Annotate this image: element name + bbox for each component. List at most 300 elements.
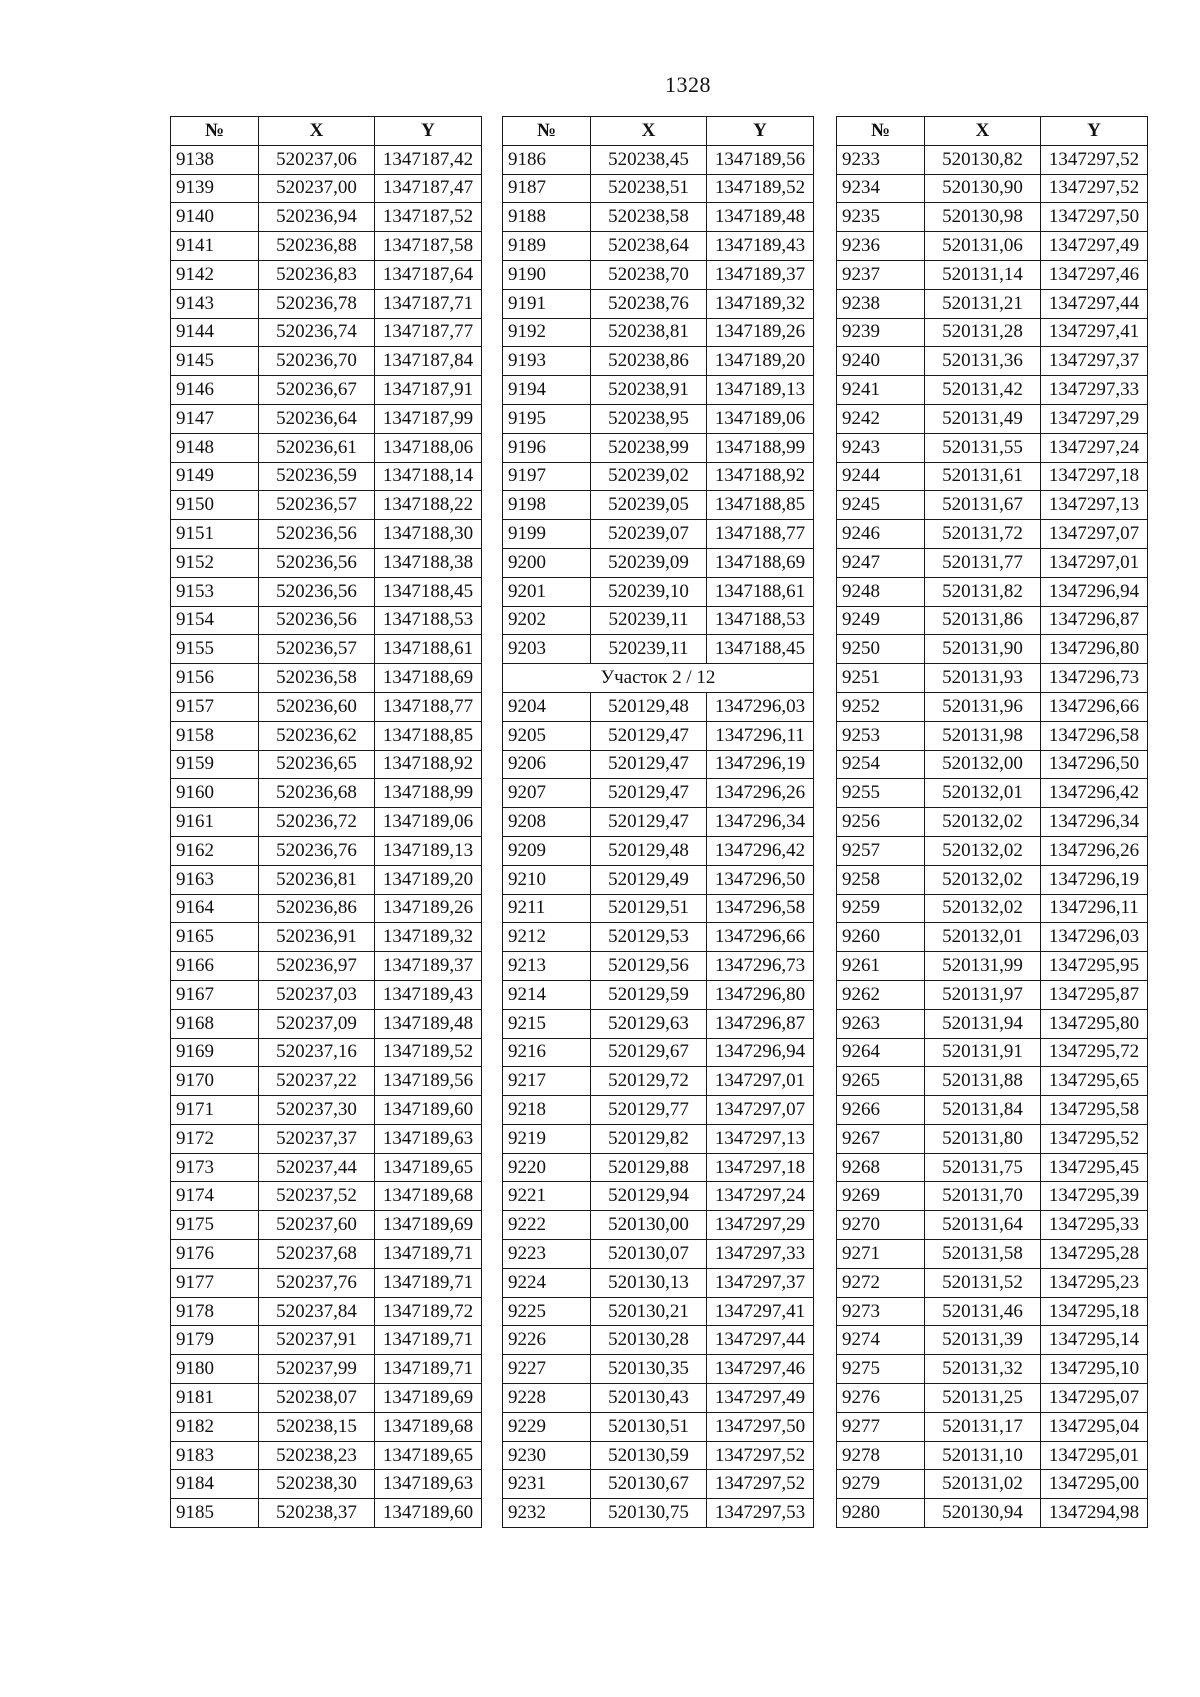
x-coordinate-cell: 520238,51 — [591, 174, 707, 203]
point-number-cell: 9214 — [503, 980, 591, 1009]
y-coordinate-cell: 1347297,24 — [707, 1182, 814, 1211]
y-coordinate-cell: 1347296,73 — [707, 952, 814, 981]
y-coordinate-cell: 1347295,39 — [1041, 1182, 1148, 1211]
table-row — [503, 923, 814, 952]
y-coordinate-cell: 1347189,63 — [375, 1124, 482, 1153]
point-number-cell: 9267 — [837, 1124, 925, 1153]
table-row — [171, 318, 482, 347]
x-coordinate-cell: 520237,52 — [259, 1182, 375, 1211]
table-row — [503, 174, 814, 203]
point-number-cell: 9233 — [837, 145, 925, 174]
y-coordinate-cell: 1347297,01 — [707, 1067, 814, 1096]
table-row — [837, 750, 1148, 779]
point-number-cell: 9202 — [503, 606, 591, 635]
table-row — [837, 491, 1148, 520]
point-number-cell: 9195 — [503, 404, 591, 433]
y-coordinate-cell: 1347297,44 — [707, 1326, 814, 1355]
x-coordinate-cell: 520236,68 — [259, 779, 375, 808]
y-coordinate-cell: 1347187,42 — [375, 145, 482, 174]
point-number-cell: 9170 — [171, 1067, 259, 1096]
x-coordinate-cell: 520238,64 — [591, 232, 707, 261]
point-number-cell: 9276 — [837, 1384, 925, 1413]
x-coordinate-cell: 520131,61 — [925, 462, 1041, 491]
x-coordinate-cell: 520132,02 — [925, 894, 1041, 923]
x-coordinate-cell: 520129,47 — [591, 779, 707, 808]
point-number-cell: 9166 — [171, 952, 259, 981]
table-row — [837, 404, 1148, 433]
y-coordinate-cell: 1347297,53 — [707, 1499, 814, 1528]
point-number-cell: 9258 — [837, 865, 925, 894]
y-coordinate-cell: 1347189,71 — [375, 1326, 482, 1355]
y-coordinate-cell: 1347189,56 — [375, 1067, 482, 1096]
table-row — [503, 836, 814, 865]
table-row — [837, 1067, 1148, 1096]
y-coordinate-cell: 1347189,72 — [375, 1297, 482, 1326]
table-row — [837, 1124, 1148, 1153]
y-coordinate-cell: 1347295,45 — [1041, 1153, 1148, 1182]
point-number-cell: 9191 — [503, 289, 591, 318]
x-coordinate-cell: 520237,22 — [259, 1067, 375, 1096]
table-row — [503, 1067, 814, 1096]
x-coordinate-cell: 520236,56 — [259, 520, 375, 549]
x-coordinate-cell: 520236,62 — [259, 721, 375, 750]
x-coordinate-cell: 520131,75 — [925, 1153, 1041, 1182]
y-coordinate-cell: 1347297,18 — [707, 1153, 814, 1182]
point-number-cell: 9235 — [837, 203, 925, 232]
point-number-cell: 9274 — [837, 1326, 925, 1355]
table-row — [503, 318, 814, 347]
table-row — [171, 1499, 482, 1528]
point-number-cell: 9250 — [837, 635, 925, 664]
table-row — [837, 865, 1148, 894]
x-coordinate-cell: 520130,82 — [925, 145, 1041, 174]
table-row — [171, 865, 482, 894]
coordinates-table-1 — [170, 116, 482, 1528]
y-coordinate-cell: 1347297,41 — [707, 1297, 814, 1326]
y-coordinate-cell: 1347188,92 — [707, 462, 814, 491]
point-number-cell: 9242 — [837, 404, 925, 433]
x-coordinate-cell: 520238,70 — [591, 260, 707, 289]
y-coordinate-cell: 1347296,19 — [1041, 865, 1148, 894]
y-coordinate-cell: 1347294,98 — [1041, 1499, 1148, 1528]
y-coordinate-cell: 1347297,24 — [1041, 433, 1148, 462]
y-coordinate-cell: 1347187,77 — [375, 318, 482, 347]
point-number-cell: 9226 — [503, 1326, 591, 1355]
point-number-cell: 9240 — [837, 347, 925, 376]
x-coordinate-cell: 520131,94 — [925, 1009, 1041, 1038]
table-header-row — [837, 117, 1148, 146]
table-row — [171, 491, 482, 520]
table-row — [837, 1384, 1148, 1413]
point-number-cell: 9155 — [171, 635, 259, 664]
x-coordinate-cell: 520237,68 — [259, 1240, 375, 1269]
y-coordinate-cell: 1347189,06 — [375, 808, 482, 837]
point-number-cell: 9262 — [837, 980, 925, 1009]
point-number-cell: 9238 — [837, 289, 925, 318]
table-row — [837, 203, 1148, 232]
point-number-cell: 9275 — [837, 1355, 925, 1384]
point-number-cell: 9139 — [171, 174, 259, 203]
point-number-cell: 9174 — [171, 1182, 259, 1211]
table-row — [837, 1326, 1148, 1355]
table-row — [503, 347, 814, 376]
point-number-cell: 9188 — [503, 203, 591, 232]
point-number-cell: 9145 — [171, 347, 259, 376]
point-number-cell: 9249 — [837, 606, 925, 635]
table-row — [503, 1326, 814, 1355]
table-row — [503, 1240, 814, 1269]
y-coordinate-cell: 1347297,07 — [707, 1096, 814, 1125]
point-number-cell: 9172 — [171, 1124, 259, 1153]
x-coordinate-cell: 520129,94 — [591, 1182, 707, 1211]
x-coordinate-cell: 520131,52 — [925, 1268, 1041, 1297]
x-coordinate-cell: 520238,45 — [591, 145, 707, 174]
x-coordinate-cell: 520129,67 — [591, 1038, 707, 1067]
x-coordinate-cell: 520129,48 — [591, 692, 707, 721]
y-coordinate-cell: 1347296,58 — [707, 894, 814, 923]
y-coordinate-cell: 1347189,37 — [707, 260, 814, 289]
y-coordinate-cell: 1347189,71 — [375, 1240, 482, 1269]
y-coordinate-cell: 1347187,84 — [375, 347, 482, 376]
y-coordinate-cell: 1347297,33 — [1041, 376, 1148, 405]
y-coordinate-cell: 1347189,06 — [707, 404, 814, 433]
point-number-cell: 9245 — [837, 491, 925, 520]
y-coordinate-cell: 1347188,61 — [707, 577, 814, 606]
point-number-cell: 9157 — [171, 692, 259, 721]
y-coordinate-cell: 1347297,49 — [707, 1384, 814, 1413]
point-number-cell: 9271 — [837, 1240, 925, 1269]
y-coordinate-cell: 1347296,03 — [707, 692, 814, 721]
point-number-cell: 9216 — [503, 1038, 591, 1067]
point-number-cell: 9158 — [171, 721, 259, 750]
y-coordinate-cell: 1347189,71 — [375, 1355, 482, 1384]
y-coordinate-cell: 1347188,77 — [707, 520, 814, 549]
table-row — [171, 1038, 482, 1067]
x-coordinate-cell: 520131,82 — [925, 577, 1041, 606]
x-coordinate-cell: 520237,91 — [259, 1326, 375, 1355]
table-row — [171, 923, 482, 952]
x-coordinate-cell: 520236,97 — [259, 952, 375, 981]
y-coordinate-cell: 1347188,45 — [375, 577, 482, 606]
table-row — [503, 1009, 814, 1038]
x-coordinate-cell: 520131,02 — [925, 1470, 1041, 1499]
table-row — [171, 952, 482, 981]
x-coordinate-cell: 520129,47 — [591, 808, 707, 837]
table-row — [503, 779, 814, 808]
point-number-cell: 9219 — [503, 1124, 591, 1153]
point-number-cell: 9273 — [837, 1297, 925, 1326]
x-coordinate-cell: 520129,77 — [591, 1096, 707, 1125]
table-row — [837, 347, 1148, 376]
table-row — [837, 1153, 1148, 1182]
table-row — [171, 692, 482, 721]
point-number-cell: 9159 — [171, 750, 259, 779]
point-number-cell: 9239 — [837, 318, 925, 347]
y-coordinate-cell: 1347297,33 — [707, 1240, 814, 1269]
point-number-cell: 9154 — [171, 606, 259, 635]
y-coordinate-cell: 1347297,46 — [707, 1355, 814, 1384]
y-coordinate-cell: 1347188,92 — [375, 750, 482, 779]
y-coordinate-cell: 1347297,29 — [707, 1211, 814, 1240]
point-number-cell: 9228 — [503, 1384, 591, 1413]
y-coordinate-cell: 1347295,72 — [1041, 1038, 1148, 1067]
table-row — [503, 1153, 814, 1182]
y-coordinate-cell: 1347297,07 — [1041, 520, 1148, 549]
point-number-cell: 9272 — [837, 1268, 925, 1297]
column-header-number: № — [171, 117, 259, 146]
y-coordinate-cell: 1347188,53 — [375, 606, 482, 635]
table-row — [171, 404, 482, 433]
table-row — [503, 1211, 814, 1240]
x-coordinate-cell: 520237,76 — [259, 1268, 375, 1297]
point-number-cell: 9243 — [837, 433, 925, 462]
point-number-cell: 9223 — [503, 1240, 591, 1269]
y-coordinate-cell: 1347188,53 — [707, 606, 814, 635]
table-header-row — [171, 117, 482, 146]
x-coordinate-cell: 520129,47 — [591, 750, 707, 779]
point-number-cell: 9225 — [503, 1297, 591, 1326]
y-coordinate-cell: 1347295,52 — [1041, 1124, 1148, 1153]
point-number-cell: 9141 — [171, 232, 259, 261]
table-row — [837, 289, 1148, 318]
x-coordinate-cell: 520130,28 — [591, 1326, 707, 1355]
y-coordinate-cell: 1347296,66 — [1041, 692, 1148, 721]
table-row — [503, 606, 814, 635]
point-number-cell: 9221 — [503, 1182, 591, 1211]
point-number-cell: 9177 — [171, 1268, 259, 1297]
point-number-cell: 9222 — [503, 1211, 591, 1240]
table-row — [503, 1124, 814, 1153]
x-coordinate-cell: 520131,32 — [925, 1355, 1041, 1384]
x-coordinate-cell: 520129,53 — [591, 923, 707, 952]
x-coordinate-cell: 520238,30 — [259, 1470, 375, 1499]
x-coordinate-cell: 520237,37 — [259, 1124, 375, 1153]
column-header-y: Y — [375, 117, 482, 146]
table-row — [503, 462, 814, 491]
y-coordinate-cell: 1347297,52 — [1041, 174, 1148, 203]
table-row — [503, 232, 814, 261]
table-row — [171, 1441, 482, 1470]
table-row — [503, 548, 814, 577]
table-row — [503, 203, 814, 232]
table-row — [503, 491, 814, 520]
y-coordinate-cell: 1347297,41 — [1041, 318, 1148, 347]
table-row — [837, 433, 1148, 462]
x-coordinate-cell: 520236,78 — [259, 289, 375, 318]
x-coordinate-cell: 520237,84 — [259, 1297, 375, 1326]
x-coordinate-cell: 520129,59 — [591, 980, 707, 1009]
x-coordinate-cell: 520131,10 — [925, 1441, 1041, 1470]
coordinates-table-2 — [502, 116, 814, 1528]
y-coordinate-cell: 1347295,95 — [1041, 952, 1148, 981]
x-coordinate-cell: 520132,00 — [925, 750, 1041, 779]
y-coordinate-cell: 1347296,50 — [1041, 750, 1148, 779]
point-number-cell: 9186 — [503, 145, 591, 174]
y-coordinate-cell: 1347189,68 — [375, 1182, 482, 1211]
table-row — [503, 1499, 814, 1528]
x-coordinate-cell: 520237,44 — [259, 1153, 375, 1182]
column-header-y: Y — [707, 117, 814, 146]
x-coordinate-cell: 520130,35 — [591, 1355, 707, 1384]
point-number-cell: 9218 — [503, 1096, 591, 1125]
coordinates-table-3 — [836, 116, 1148, 1528]
x-coordinate-cell: 520129,88 — [591, 1153, 707, 1182]
x-coordinate-cell: 520236,56 — [259, 606, 375, 635]
y-coordinate-cell: 1347188,77 — [375, 692, 482, 721]
y-coordinate-cell: 1347189,26 — [707, 318, 814, 347]
y-coordinate-cell: 1347295,14 — [1041, 1326, 1148, 1355]
table-row — [503, 1268, 814, 1297]
point-number-cell: 9234 — [837, 174, 925, 203]
point-number-cell: 9229 — [503, 1412, 591, 1441]
point-number-cell: 9180 — [171, 1355, 259, 1384]
y-coordinate-cell: 1347187,58 — [375, 232, 482, 261]
y-coordinate-cell: 1347188,85 — [707, 491, 814, 520]
point-number-cell: 9261 — [837, 952, 925, 981]
table-row — [837, 1412, 1148, 1441]
y-coordinate-cell: 1347188,30 — [375, 520, 482, 549]
x-coordinate-cell: 520237,30 — [259, 1096, 375, 1125]
point-number-cell: 9197 — [503, 462, 591, 491]
y-coordinate-cell: 1347189,60 — [375, 1499, 482, 1528]
y-coordinate-cell: 1347295,01 — [1041, 1441, 1148, 1470]
x-coordinate-cell: 520131,77 — [925, 548, 1041, 577]
point-number-cell: 9209 — [503, 836, 591, 865]
point-number-cell: 9266 — [837, 1096, 925, 1125]
table-row — [171, 1297, 482, 1326]
table-row — [171, 606, 482, 635]
y-coordinate-cell: 1347189,43 — [707, 232, 814, 261]
y-coordinate-cell: 1347297,50 — [707, 1412, 814, 1441]
y-coordinate-cell: 1347296,42 — [707, 836, 814, 865]
point-number-cell: 9248 — [837, 577, 925, 606]
point-number-cell: 9143 — [171, 289, 259, 318]
x-coordinate-cell: 520236,70 — [259, 347, 375, 376]
table-row — [171, 1384, 482, 1413]
point-number-cell: 9138 — [171, 145, 259, 174]
y-coordinate-cell: 1347296,42 — [1041, 779, 1148, 808]
table-row — [503, 1038, 814, 1067]
x-coordinate-cell: 520131,64 — [925, 1211, 1041, 1240]
y-coordinate-cell: 1347189,32 — [707, 289, 814, 318]
point-number-cell: 9182 — [171, 1412, 259, 1441]
x-coordinate-cell: 520132,02 — [925, 836, 1041, 865]
x-coordinate-cell: 520236,57 — [259, 491, 375, 520]
table-row — [171, 894, 482, 923]
x-coordinate-cell: 520129,56 — [591, 952, 707, 981]
column-header-x: X — [259, 117, 375, 146]
point-number-cell: 9211 — [503, 894, 591, 923]
y-coordinate-cell: 1347296,26 — [1041, 836, 1148, 865]
table-row — [837, 1009, 1148, 1038]
table-row — [171, 1096, 482, 1125]
x-coordinate-cell: 520131,99 — [925, 952, 1041, 981]
x-coordinate-cell: 520237,60 — [259, 1211, 375, 1240]
point-number-cell: 9205 — [503, 721, 591, 750]
table-row — [837, 635, 1148, 664]
table-row — [837, 721, 1148, 750]
table-row — [171, 1182, 482, 1211]
point-number-cell: 9156 — [171, 664, 259, 693]
table-row — [171, 1153, 482, 1182]
point-number-cell: 9178 — [171, 1297, 259, 1326]
y-coordinate-cell: 1347297,13 — [707, 1124, 814, 1153]
table-row — [837, 260, 1148, 289]
y-coordinate-cell: 1347295,65 — [1041, 1067, 1148, 1096]
y-coordinate-cell: 1347295,80 — [1041, 1009, 1148, 1038]
x-coordinate-cell: 520131,70 — [925, 1182, 1041, 1211]
table-row — [503, 750, 814, 779]
point-number-cell: 9144 — [171, 318, 259, 347]
x-coordinate-cell: 520131,88 — [925, 1067, 1041, 1096]
table-row — [503, 1384, 814, 1413]
table-row — [171, 145, 482, 174]
y-coordinate-cell: 1347296,50 — [707, 865, 814, 894]
y-coordinate-cell: 1347188,99 — [375, 779, 482, 808]
y-coordinate-cell: 1347189,69 — [375, 1384, 482, 1413]
x-coordinate-cell: 520130,75 — [591, 1499, 707, 1528]
x-coordinate-cell: 520131,46 — [925, 1297, 1041, 1326]
y-coordinate-cell: 1347296,26 — [707, 779, 814, 808]
x-coordinate-cell: 520236,86 — [259, 894, 375, 923]
x-coordinate-cell: 520130,67 — [591, 1470, 707, 1499]
y-coordinate-cell: 1347297,13 — [1041, 491, 1148, 520]
y-coordinate-cell: 1347188,85 — [375, 721, 482, 750]
y-coordinate-cell: 1347296,66 — [707, 923, 814, 952]
x-coordinate-cell: 520239,11 — [591, 606, 707, 635]
y-coordinate-cell: 1347189,48 — [707, 203, 814, 232]
y-coordinate-cell: 1347189,52 — [707, 174, 814, 203]
x-coordinate-cell: 520131,17 — [925, 1412, 1041, 1441]
y-coordinate-cell: 1347297,01 — [1041, 548, 1148, 577]
y-coordinate-cell: 1347296,19 — [707, 750, 814, 779]
point-number-cell: 9254 — [837, 750, 925, 779]
point-number-cell: 9173 — [171, 1153, 259, 1182]
y-coordinate-cell: 1347295,33 — [1041, 1211, 1148, 1240]
x-coordinate-cell: 520131,28 — [925, 318, 1041, 347]
point-number-cell: 9212 — [503, 923, 591, 952]
y-coordinate-cell: 1347189,13 — [375, 836, 482, 865]
column-header-number: № — [503, 117, 591, 146]
y-coordinate-cell: 1347189,26 — [375, 894, 482, 923]
x-coordinate-cell: 520238,15 — [259, 1412, 375, 1441]
x-coordinate-cell: 520236,60 — [259, 692, 375, 721]
y-coordinate-cell: 1347188,69 — [707, 548, 814, 577]
x-coordinate-cell: 520236,83 — [259, 260, 375, 289]
point-number-cell: 9183 — [171, 1441, 259, 1470]
y-coordinate-cell: 1347189,43 — [375, 980, 482, 1009]
x-coordinate-cell: 520238,07 — [259, 1384, 375, 1413]
table-row — [171, 577, 482, 606]
table-row — [503, 1297, 814, 1326]
x-coordinate-cell: 520238,95 — [591, 404, 707, 433]
x-coordinate-cell: 520236,67 — [259, 376, 375, 405]
table-row — [837, 145, 1148, 174]
y-coordinate-cell: 1347188,99 — [707, 433, 814, 462]
point-number-cell: 9167 — [171, 980, 259, 1009]
x-coordinate-cell: 520129,82 — [591, 1124, 707, 1153]
point-number-cell: 9210 — [503, 865, 591, 894]
x-coordinate-cell: 520236,58 — [259, 664, 375, 693]
point-number-cell: 9224 — [503, 1268, 591, 1297]
x-coordinate-cell: 520237,06 — [259, 145, 375, 174]
x-coordinate-cell: 520131,42 — [925, 376, 1041, 405]
point-number-cell: 9175 — [171, 1211, 259, 1240]
x-coordinate-cell: 520130,00 — [591, 1211, 707, 1240]
table-row — [171, 1268, 482, 1297]
y-coordinate-cell: 1347295,23 — [1041, 1268, 1148, 1297]
point-number-cell: 9268 — [837, 1153, 925, 1182]
